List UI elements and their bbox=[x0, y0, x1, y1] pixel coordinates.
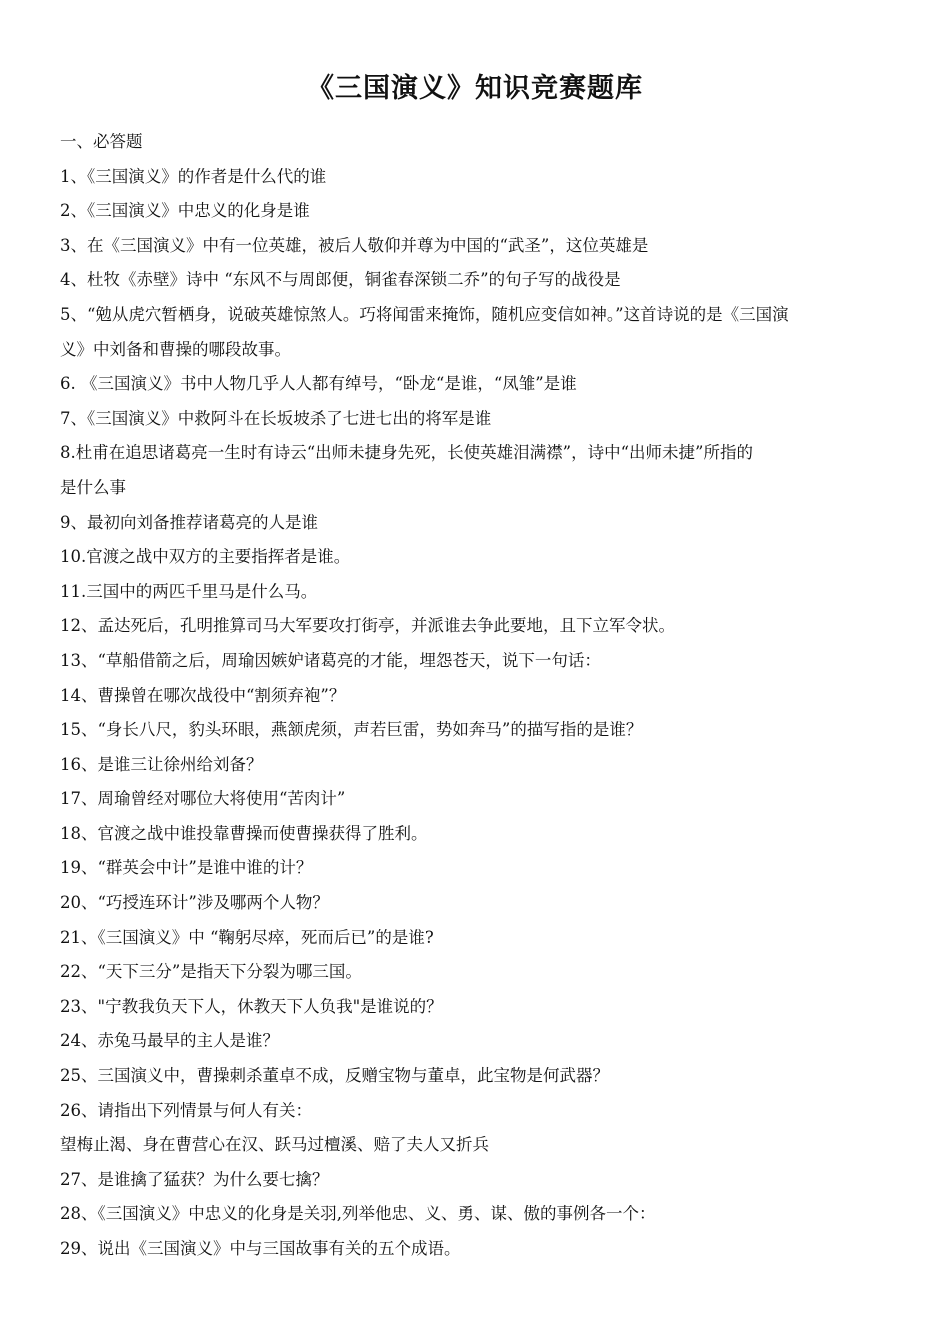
question-22: 22、“天下三分”是指天下分裂为哪三国。 bbox=[60, 962, 362, 982]
question-16: 16、是谁三让徐州给刘备？ bbox=[60, 754, 263, 774]
question-29: 29、说出《三国演义》中与三国故事有关的五个成语。 bbox=[60, 1239, 461, 1258]
question-15: 15、“身长八尺，豹头环眼，燕颔虎须，声若巨雷，势如奔马”的描写指的是谁？ bbox=[60, 720, 643, 740]
question-11: 11.三国中的两匹千里马是什么马。 bbox=[60, 581, 318, 601]
question-13: 13、“草船借箭之后，周瑜因嫉妒诸葛亮的才能，埋怨苍天，说下一句话： bbox=[60, 650, 601, 670]
question-26: 26、请指出下列情景与何人有关： bbox=[60, 1100, 312, 1120]
question-20: 20、“巧授连环计”涉及哪两个人物？ bbox=[60, 893, 329, 913]
question-2: 2、《三国演义》中忠义的化身是谁 bbox=[60, 201, 310, 221]
question-23: 23、"宁教我负天下人，休教天下人负我"是谁说的？ bbox=[60, 996, 443, 1016]
question-5-continued: 义》中刘备和曹操的哪段故事。 bbox=[60, 339, 291, 359]
question-17: 17、周瑜曾经对哪位大将使用“苦肉计” bbox=[60, 789, 346, 809]
question-10: 10.官渡之战中双方的主要指挥者是谁。 bbox=[60, 547, 351, 567]
question-list bbox=[60, 125, 900, 1267]
question-7: 7、《三国演义》中救阿斗在长坂坡杀了七进七出的将军是谁 bbox=[60, 408, 492, 428]
question-9: 9、最初向刘备推荐诸葛亮的人是谁 bbox=[60, 512, 318, 532]
question-1: 1、《三国演义》的作者是什么代的谁 bbox=[60, 166, 327, 186]
question-12: 12、孟达死后，孔明推算司马大军要攻打街亭，并派谁去争此要地，且下立军令状。 bbox=[60, 616, 675, 636]
question-14: 14、曹操曾在哪次战役中“割须弃袍”？ bbox=[60, 685, 346, 705]
page-title: 《三国演义》知识竞赛题库 bbox=[307, 73, 643, 104]
question-8-continued: 是什么事 bbox=[60, 477, 126, 497]
question-24: 24、赤兔马最早的主人是谁？ bbox=[60, 1031, 279, 1051]
question-28: 28、《三国演义》中忠义的化身是关羽,列举他忠、义、勇、谋、傲的事例各一个： bbox=[60, 1204, 656, 1224]
question-18: 18、官渡之战中谁投靠曹操而使曹操获得了胜利。 bbox=[60, 823, 428, 843]
question-6: 6. 《三国演义》书中人物几乎人人都有绰号，“卧龙“是谁，“凤雏”是谁 bbox=[60, 374, 577, 394]
question-4: 4、杜牧《赤壁》诗中 “东风不与周郎便，铜雀春深锁二乔”的句子写的战役是 bbox=[60, 270, 621, 290]
question-21: 21、《三国演义》中 “鞠躬尽瘁，死而后已”的是谁? bbox=[60, 927, 434, 947]
section-heading: 一、必答题 bbox=[60, 132, 143, 151]
question-25: 25、三国演义中，曹操刺杀董卓不成，反赠宝物与董卓，此宝物是何武器？ bbox=[60, 1066, 609, 1086]
question-26-options: 望梅止渴、身在曹营心在汉、跃马过檀溪、赔了夫人又折兵 bbox=[60, 1135, 489, 1155]
question-5: 5、“勉从虎穴暂栖身，说破英雄惊煞人。巧将闻雷来掩饰，随机应变信如神。”这首诗说的是《三国演 bbox=[60, 304, 789, 324]
question-27: 27、是谁擒了猛获？为什么要七擒？ bbox=[60, 1169, 329, 1189]
question-8: 8.杜甫在追思诸葛亮一生时有诗云“出师未捷身先死，长使英雄泪满襟”，诗中“出师未捷”所指的 bbox=[60, 443, 753, 463]
question-3: 3、在《三国演义》中有一位英雄，被后人敬仰并尊为中国的“武圣”，这位英雄是 bbox=[60, 235, 649, 255]
question-19: 19、“群英会中计”是谁中谁的计？ bbox=[60, 858, 313, 878]
